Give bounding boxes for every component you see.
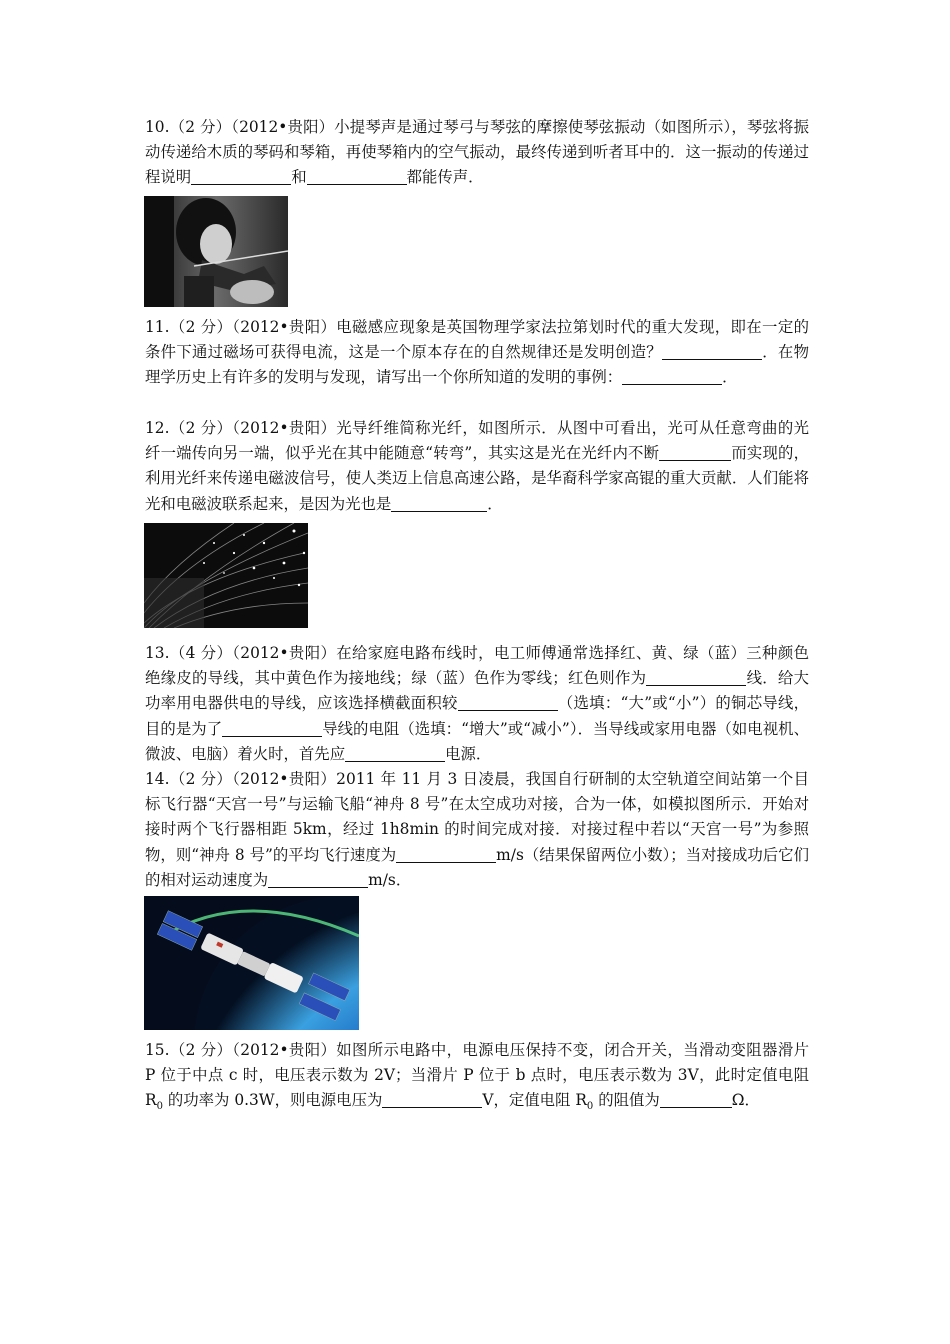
answer-blank[interactable] — [391, 495, 487, 512]
answer-blank[interactable] — [396, 846, 496, 863]
question-13-text-4: 导线的电阻（选填：“增大”或“减小”）．当导线或家用电器（如电视机、微波、电脑）着火时，首先应 — [145, 719, 809, 763]
question-10-text-3: 都能传声． — [406, 168, 484, 187]
question-13-text: 13.（4 分）（2012•贵阳）在给家庭电路布线时，电工师傅通常选择红、黄、绿（蓝）三种颜色绝缘皮的导线，其中黄色作为接地线；绿（蓝）色作为零线；红色则作为 — [145, 644, 809, 688]
question-11-text-2: ．在物理学历史上有许多的发明与发现，请写出一个你所知道的发明的事例： — [145, 343, 809, 387]
question-14 — [145, 767, 809, 893]
question-13-text-2: 线．给大功率用电器供电的导线，应该选择横截面积较 — [145, 669, 809, 713]
question-12-text-3: ． — [487, 494, 503, 513]
violin-player-photo — [144, 196, 288, 307]
answer-blank[interactable] — [458, 694, 558, 711]
answer-blank[interactable] — [307, 168, 407, 185]
question-10 — [145, 115, 809, 191]
answer-blank[interactable] — [222, 720, 322, 737]
optical-fiber-photo — [144, 523, 308, 628]
answer-blank[interactable] — [662, 343, 762, 360]
question-10-text: 10.（2 分）（2012•贵阳）小提琴声是通过琴弓与琴弦的摩擦使琴弦振动（如图所示），琴弦将振动传递给木质的琴码和琴箱，再使琴箱内的空气振动，最终传递到听者耳中的．这一振动的传递过程说明 — [145, 118, 809, 187]
question-11-text: 11.（2 分）（2012•贵阳）电磁感应现象是英国物理学家法拉第划时代的重大发现，即在一定的条件下通过磁场可获得电流，这是一个原本存在的自然规律还是发明创造？ — [145, 318, 809, 362]
answer-blank[interactable] — [382, 1091, 482, 1108]
question-13-text-3: （选填：“大”或“小”）的铜芯导线，目的是为了 — [145, 694, 809, 738]
question-13 — [145, 641, 809, 767]
answer-blank[interactable] — [659, 444, 731, 461]
question-11 — [145, 315, 809, 391]
question-14-text-3: m/s． — [368, 870, 412, 889]
answer-blank[interactable] — [660, 1091, 732, 1108]
question-15-text-4: 的阻值为 — [593, 1091, 660, 1110]
question-15-text-5: Ω． — [731, 1091, 760, 1110]
question-15-text: 15.（2 分）（2012•贵阳）如图所示电路中，电源电压保持不变，闭合开关，当滑动变阻器滑片 P 位于中点 c 时，电压表示数为 2V；当滑片 P 位于 b 点时，电压表示数为 3V，此时定值电阻 R — [145, 1041, 809, 1110]
answer-blank[interactable] — [268, 871, 368, 888]
answer-blank[interactable] — [646, 669, 746, 686]
question-11-text-3: ． — [722, 368, 738, 387]
question-14-text: 14.（2 分）（2012•贵阳）2011 年 11 月 3 日凌晨，我国自行研制的太空轨道空间站第一个目标飞行器“天宫一号”与运输飞船“神舟 8 号”在太空成功对接，合为一体，如模拟图所示．开始对接时两个飞行器相距 5km，经过 1h8min 的时间完成对接．对接过程中若以“天宫一号”为参照物，则“神舟 8 号”的平均飞行速度为 — [145, 770, 809, 864]
question-15 — [145, 1038, 809, 1114]
question-10-text-2: 和 — [291, 168, 307, 187]
subscript: 0 — [586, 1101, 594, 1113]
answer-blank[interactable] — [622, 368, 722, 385]
question-12-text-2: 而实现的，利用光纤来传递电磁波信号，使人类迈上信息高速公路，是华裔科学家高锟的重大贡献．人们能将光和电磁波联系起来，是因为光也是 — [145, 444, 809, 513]
question-12 — [145, 416, 809, 517]
question-15-text-2: 的功率为 0.3W，则电源电压为 — [162, 1091, 383, 1110]
question-12-text: 12.（2 分）（2012•贵阳）光导纤维简称光纤，如图所示．从图中可看出，光可从任意弯曲的光纤一端传向另一端，似乎光在其中能随意“转弯”，其实这是光在光纤内不断 — [145, 419, 809, 463]
answer-blank[interactable] — [345, 745, 445, 762]
question-14-text-2: m/s（结果保留两位小数）；当对接成功后它们的相对运动速度为 — [145, 845, 809, 889]
subscript: 0 — [156, 1101, 163, 1113]
answer-blank[interactable] — [191, 168, 291, 185]
question-13-text-5: 电源． — [445, 744, 492, 763]
spacecraft-docking-image — [144, 896, 359, 1030]
question-15-text-3: V，定值电阻 R — [482, 1091, 587, 1110]
